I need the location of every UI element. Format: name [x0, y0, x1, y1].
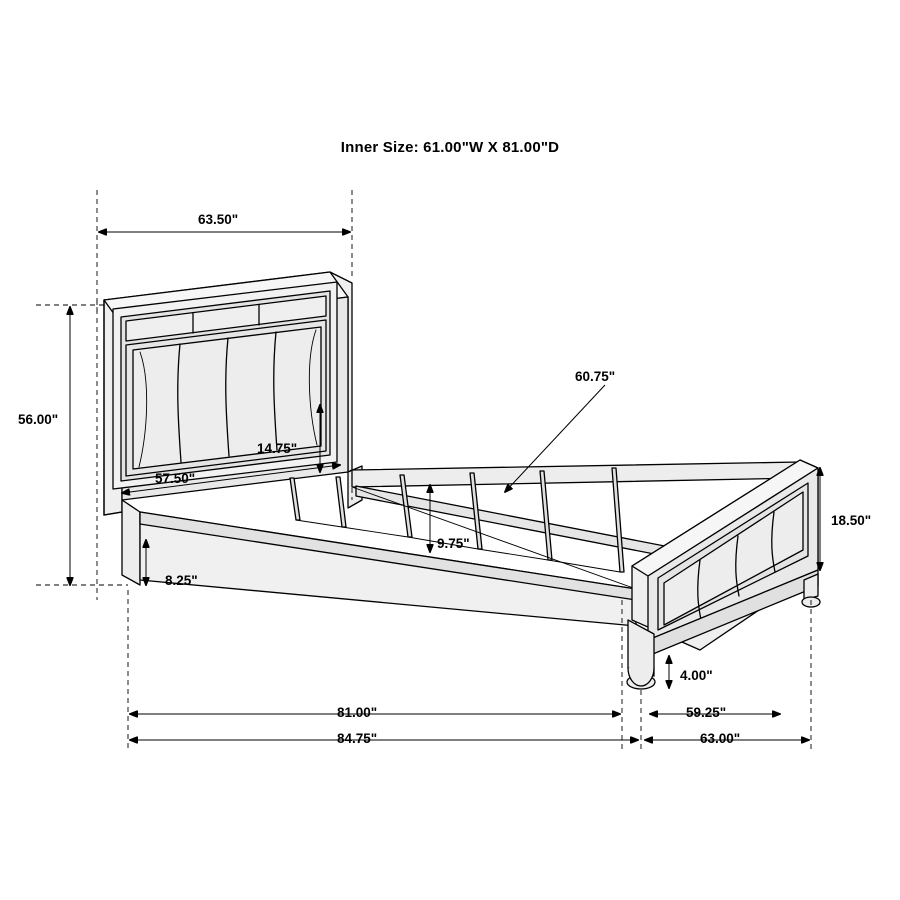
- dimension-label-overall-inner-length: 81.00": [337, 705, 378, 720]
- dimension-label-footboard-width: 63.00": [700, 731, 741, 746]
- footboard-group: [627, 460, 820, 689]
- dimension-label-headboard-panel-height: 14.75": [257, 441, 298, 456]
- dimension-label-slat-clearance: 9.75": [437, 536, 470, 551]
- dimension-label-headboard-panel-width: 57.50": [155, 471, 196, 486]
- dimension-label-rail-to-floor: 8.25": [165, 573, 198, 588]
- dimension-label-headboard-width: 63.50": [198, 212, 239, 227]
- dimension-label-headboard-height: 56.00": [18, 412, 59, 427]
- dimension-label-foot-post-height: 4.00": [680, 668, 713, 683]
- dimension-label-footboard-inner-width: 59.25": [686, 705, 727, 720]
- dimension-label-side-rail-length: 60.75": [575, 369, 616, 384]
- page-title: Inner Size: 61.00"W X 81.00"D: [340, 139, 560, 156]
- dimension-label-overall-length: 84.75": [337, 731, 378, 746]
- dimension-label-footboard-panel-height: 18.50": [831, 513, 872, 528]
